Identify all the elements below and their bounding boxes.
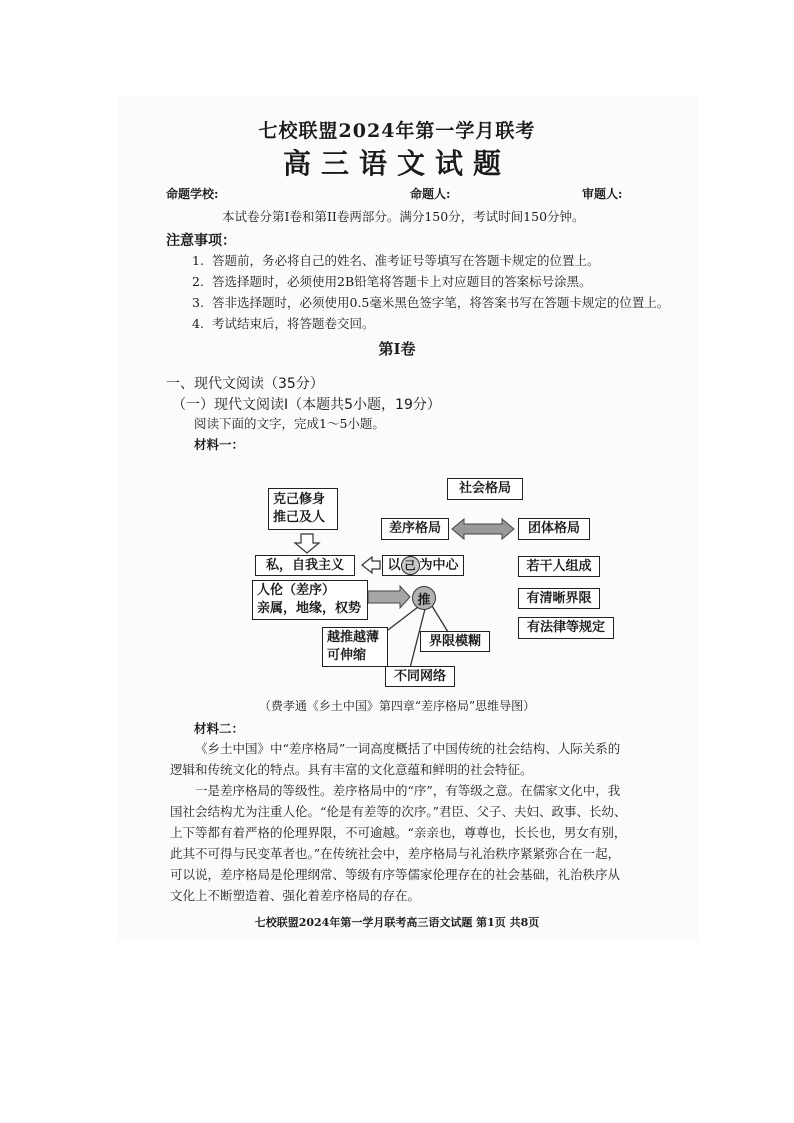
group-pattern-box: 团体格局 <box>518 518 590 540</box>
paragraph: 一是差序格局的等级性。差序格局中的“序”，有等级之意。在儒家文化中，我国社会结构尤为注重人伦。“伦是有差等的次序。”君臣、父子、夫妇、政事、长幼、上下等都有着严格的伦理界限，不可逾越。“亲亲也，尊尊也，长长也，男女有别，此其不可得与民变革者也。”在传统社会中，差序格局与礼治秩序紧紧弥合在一起，可以说，差序格局是伦理纲常、等级有序等儒家伦理存在的社会基础，礼治秩序从文化上不断塑造着、强化着差序格局的存在。 <box>170 783 627 903</box>
section-heading: 一、现代文阅读（35分） <box>166 376 324 392</box>
differential-pattern-box: 差序格局 <box>381 518 449 540</box>
material-two-body <box>170 738 628 906</box>
thinner-box <box>322 627 388 667</box>
composed-box: 若干人组成 <box>518 556 600 577</box>
social-pattern-box: 社会格局 <box>447 478 523 500</box>
self-circle: 己 <box>401 556 420 575</box>
legal-rules-box: 有法律等规定 <box>518 617 614 639</box>
notes-heading: 注意事项： <box>166 233 236 249</box>
ethics-line: 亲属，地缘，权势 <box>257 601 362 616</box>
self-center-box <box>382 555 464 576</box>
thinner-line: 可伸缩 <box>327 648 367 663</box>
self-center-suffix: 为中心 <box>419 557 459 573</box>
vague-boundary-box: 界限模糊 <box>420 631 490 652</box>
setter-label: 命题人: <box>410 187 451 201</box>
clear-boundary-box: 有清晰界限 <box>518 588 600 609</box>
volume-heading: 第I卷 <box>378 340 416 358</box>
material-one-label: 材料一： <box>194 437 245 452</box>
school-label: 命题学校: <box>166 187 219 201</box>
exam-title: 七校联盟2024年第一学月联考 <box>258 120 536 142</box>
page-footer: 七校联盟2024年第一学月联考高三语文试题 第1页 共8页 <box>254 916 540 929</box>
note-item: 2. 答选择题时，必须使用2B铅笔将答题卡上对应题目的答案标号涂黑。 <box>192 274 592 289</box>
ethics-line: 人伦（差序） <box>257 583 336 598</box>
push-circle: 推 <box>412 586 436 610</box>
reviewer-label: 审题人: <box>582 187 623 201</box>
self-cultivation-box <box>268 488 338 530</box>
self-cultivation-line: 克己修身 <box>273 492 326 507</box>
selfish-box: 私，自我主义 <box>255 555 355 576</box>
ethics-box <box>252 580 368 620</box>
subsection-heading: （一）现代文阅读I（本题共5小题，19分） <box>172 397 441 413</box>
diagram-caption: （费孝通《乡土中国》第四章“差序格局”思维导图） <box>258 699 536 713</box>
reading-instruction: 阅读下面的文字，完成1～5小题。 <box>194 416 385 431</box>
note-item: 1. 答题前，务必将自己的姓名、准考证号等填写在答题卡规定的位置上。 <box>192 253 600 268</box>
paragraph: 《乡土中国》中“差序格局”一词高度概括了中国传统的社会结构、人际关系的逻辑和传统文化的特点。具有丰富的文化意蕴和鲜明的社会特征。 <box>170 741 621 777</box>
networks-box: 不同网络 <box>385 666 455 687</box>
material-two-label: 材料二： <box>194 721 245 736</box>
self-cultivation-line: 推己及人 <box>273 510 326 525</box>
note-item: 4. 考试结束后，将答题卷交回。 <box>192 316 375 331</box>
self-center-prefix: 以 <box>387 557 401 573</box>
thinner-line: 越推越薄 <box>327 630 380 645</box>
subject-title: 高三语文试题 <box>282 147 511 180</box>
note-item: 3. 答非选择题时，必须使用0.5毫米黑色签字笔，将答案书写在答题卡规定的位置上。 <box>192 295 670 310</box>
notes-list <box>192 250 669 334</box>
exam-intro: 本试卷分第I卷和第II卷两部分。满分150分，考试时间150分钟。 <box>222 209 585 224</box>
